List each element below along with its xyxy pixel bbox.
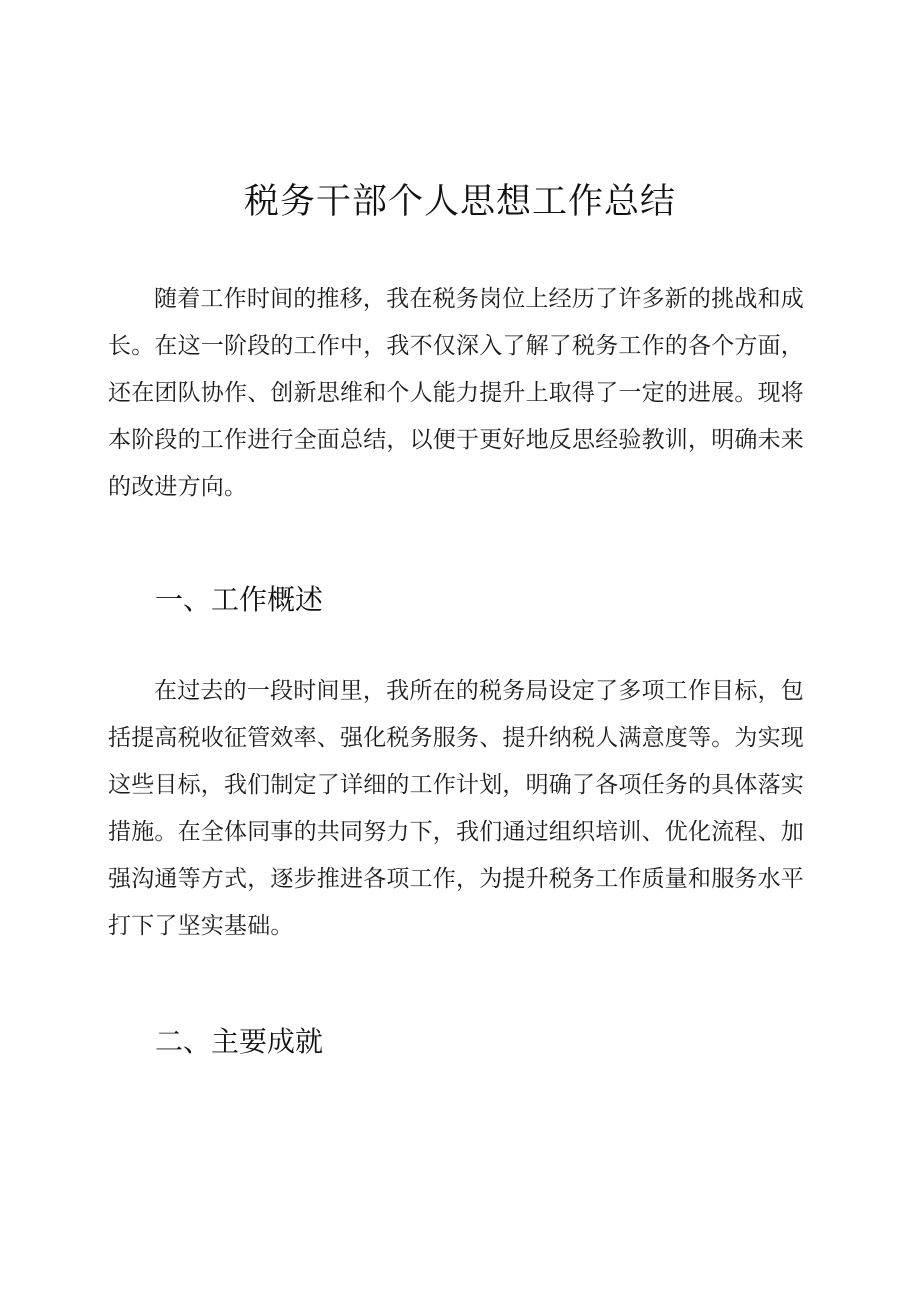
section-heading-achievements: 二、主要成就 (155, 1025, 324, 1058)
document-title: 税务干部个人思想工作总结 (243, 182, 676, 222)
section-heading-overview: 一、工作概述 (155, 583, 324, 616)
intro-paragraph: 随着工作时间的推移，我在税务岗位上经历了许多新的挑战和成长。在这一阶段的工作中，我不仅深入了解了税务工作的各个方面，还在团队协作、创新思维和个人能力提升上取得了一定的进展。现将本阶段的工作进行全面总结，以便于更好地反思经验教训，明确未来的改进方向。 (108, 286, 804, 500)
overview-paragraph: 在过去的一段时间里，我所在的税务局设定了多项工作目标，包括提高税收征管效率、强化税务服务、提升纳税人满意度等。为实现这些目标，我们制定了详细的工作计划，明确了各项任务的具体落实措施。在全体同事的共同努力下，我们通过组织培训、优化流程、加强沟通等方式，逐步推进各项工作，为提升税务工作质量和服务水平打下了坚实基础。 (108, 678, 804, 939)
